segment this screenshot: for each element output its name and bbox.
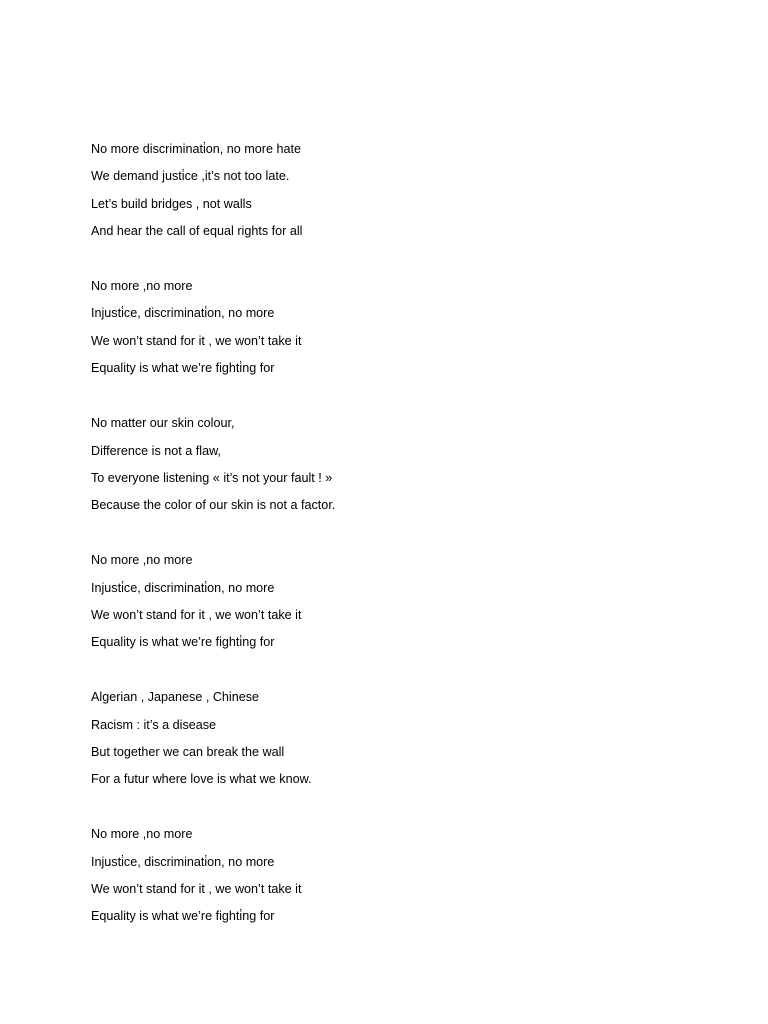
lyric-line: To everyone listening « it’s not your fault ! » bbox=[91, 470, 333, 485]
lyric-line: Because the color of our skin is not a factor. bbox=[91, 498, 336, 513]
lyric-line: Injusti̇ce, discriminati̇on, no more bbox=[91, 306, 275, 321]
lyrics-body bbox=[91, 139, 691, 961]
lyric-line: We demand justi̇ce ,it’s not too late. bbox=[91, 169, 290, 184]
lyric-line: And hear the call of equal rights for all bbox=[91, 224, 303, 239]
lyric-line: Equality is what we’re fighti̇ng for bbox=[91, 909, 275, 924]
stanza-6-chorus bbox=[91, 824, 691, 934]
lyric-line: For a futur where love is what we know. bbox=[91, 772, 312, 787]
stanza-1 bbox=[91, 139, 691, 249]
lyric-line: No more ,no more bbox=[91, 279, 193, 294]
lyric-line: No more ,no more bbox=[91, 827, 193, 842]
lyric-line: We won’t stand for it , we won’t take it bbox=[91, 882, 302, 897]
lyric-line: Algerian , Japanese , Chinese bbox=[91, 690, 260, 705]
lyric-line: Equality is what we’re fighti̇ng for bbox=[91, 361, 275, 376]
stanza-4-chorus bbox=[91, 550, 691, 660]
lyric-line: Injusti̇ce, discriminati̇on, no more bbox=[91, 580, 275, 595]
lyric-line: Racism : it’s a disease bbox=[91, 717, 217, 732]
lyric-line: No matter our skin colour, bbox=[91, 416, 235, 431]
lyric-line: But together we can break the wall bbox=[91, 745, 285, 760]
lyric-line: We won’t stand for it , we won’t take it bbox=[91, 333, 302, 348]
stanza-2-chorus bbox=[91, 276, 691, 386]
stanza-3 bbox=[91, 413, 691, 523]
lyric-line: Let’s build bridges , not walls bbox=[91, 196, 252, 211]
stanza-5 bbox=[91, 687, 691, 797]
lyric-line: Difference is not a flaw, bbox=[91, 443, 221, 458]
lyric-line: Injusti̇ce, discriminati̇on, no more bbox=[91, 854, 275, 869]
lyric-line: Equality is what we’re fighti̇ng for bbox=[91, 635, 275, 650]
lyric-line: No more ,no more bbox=[91, 553, 193, 568]
lyric-line: No more discriminati̇on, no more hate bbox=[91, 142, 301, 156]
lyric-line: We won’t stand for it , we won’t take it bbox=[91, 607, 302, 622]
